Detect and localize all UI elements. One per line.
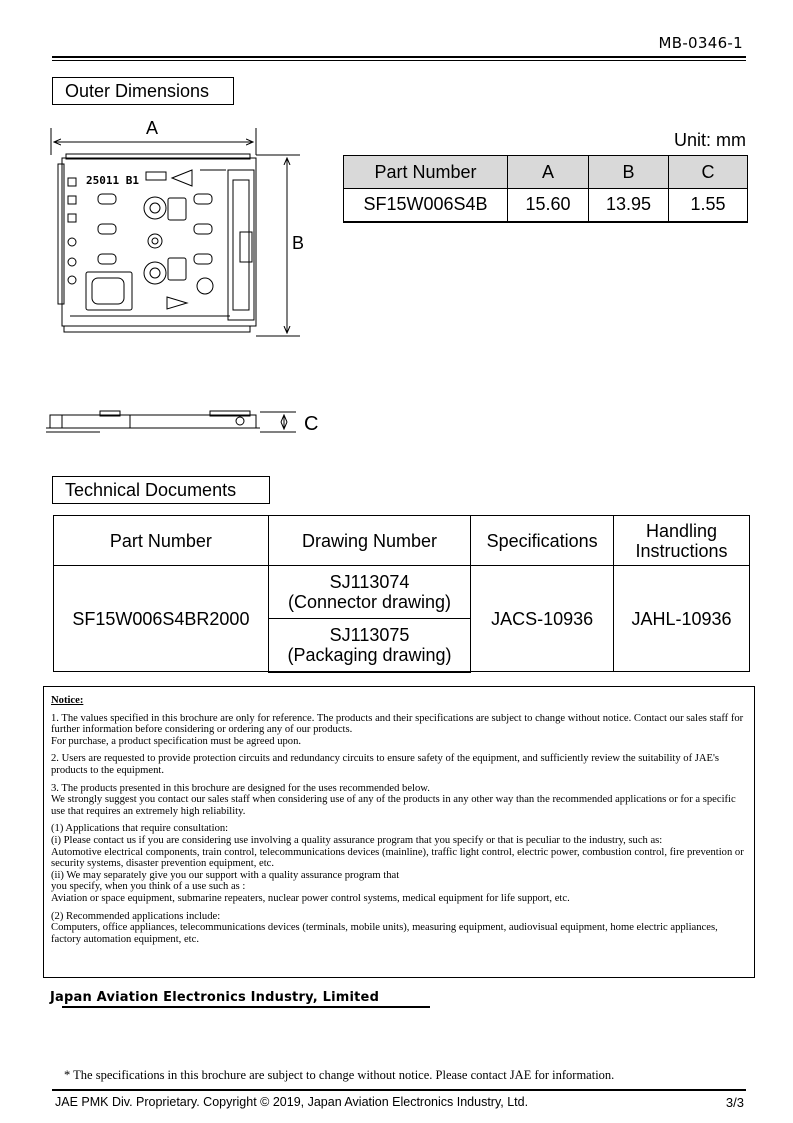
header-b: B [589,156,669,189]
cell-part-number: SF15W006S4BR2000 [54,566,269,672]
company-logo-text: Japan Aviation Electronics Industry, Limited [50,990,380,1005]
copyright: JAE PMK Div. Proprietary. Copyright © 2019, Japan Aviation Electronics Industry, Ltd. [55,1095,529,1109]
notice-title: Notice: [51,695,84,706]
header-a: A [508,156,589,189]
connector-drawing [0,0,793,470]
table-row [344,189,748,222]
dimension-b-label: B [292,233,305,253]
drawing-description: (Packaging drawing) [287,644,452,665]
technical-documents-table [53,515,750,673]
header-specifications: Specifications [471,516,614,566]
cell-c: 1.55 [669,189,748,222]
drawing-description: (Connector drawing) [287,592,452,612]
drawing-number: SJ113074 [329,572,410,592]
cell-a: 15.60 [508,189,589,222]
cell-packaging-drawing [268,619,470,672]
logo-underline [62,1006,430,1008]
document-id: MB-0346-1 [658,34,743,52]
notice-paragraph-5: (2) Recommended applications include: Computers, office appliances, telecommunications devices (terminals, mobile units), measuring equipment, audiovisual equipment, home electric appliances, factory automation equipment, etc. [51,910,718,945]
unit-label: Unit: mm [674,130,746,150]
cell-specifications: JACS-10936 [471,566,614,672]
cell-connector-drawing [268,566,470,619]
technical-documents-heading: Technical Documents [52,476,270,504]
table-row [54,566,750,619]
notice-paragraph-1: 1. The values specified in this brochure are only for reference. The products and their specifications are subject to change without notice. Contact our sales staff for further information before considering or ordering any of our products. For purchase, a product specification must be agreed upon. [51,712,744,747]
header-c: C [669,156,748,189]
notice-paragraph-3: 3. The products presented in this brochure are designed for the uses recommended below. We strongly suggest you contact our sales staff when considering use of any of the products in any other way than the recommended applications or for a specific use that requires an extremely high reliability. [51,782,736,817]
header-handling-instructions: Handling Instructions [614,516,750,566]
cell-part-number: SF15W006S4B [344,189,508,222]
notice-paragraph-2: 2. Users are requested to provide protection circuits and redundancy circuits to ensure safety of the equipment, and sufficiently review the suitability of JAE's products to the equipment. [51,753,720,776]
notice-box [43,686,755,978]
cell-b: 13.95 [589,189,669,222]
header-part-number: Part Number [54,516,269,566]
footer-rule [52,1089,746,1091]
cell-handling-instructions: JAHL-10936 [614,566,750,672]
footnote: * The specifications in this brochure are subject to change without notice. Please contact JAE for information. [64,1068,615,1082]
header-part-number: Part Number [344,156,508,189]
header-drawing-number: Drawing Number [268,516,470,566]
connector-marking: 25011 B1 [86,174,139,187]
dimension-a-label: A [146,118,159,138]
drawing-number: SJ113075 [329,624,410,645]
notice-paragraph-4: (1) Applications that require consultation: (i) Please contact us if you are considering use involving a quality assurance program that you specify or that is peculiar to the industry, such as: Automotive electrical components, train control, telecommunications devices (mainline), traffic light control, electric power, combustion control, fire prevention or security systems, disaster prevention equipment, etc. (ii) We may separately give you our support with a quality assurance program that you specify, when you think of a use such as : Aviation or space equipment, submarine repeaters, nuclear power control systems, medical equipment for life support, etc. [51,823,744,904]
page-number: 3/3 [725,1095,744,1110]
dimension-c-label: C [304,413,319,435]
dimensions-table [343,155,748,223]
outer-dimensions-heading: Outer Dimensions [52,77,234,105]
